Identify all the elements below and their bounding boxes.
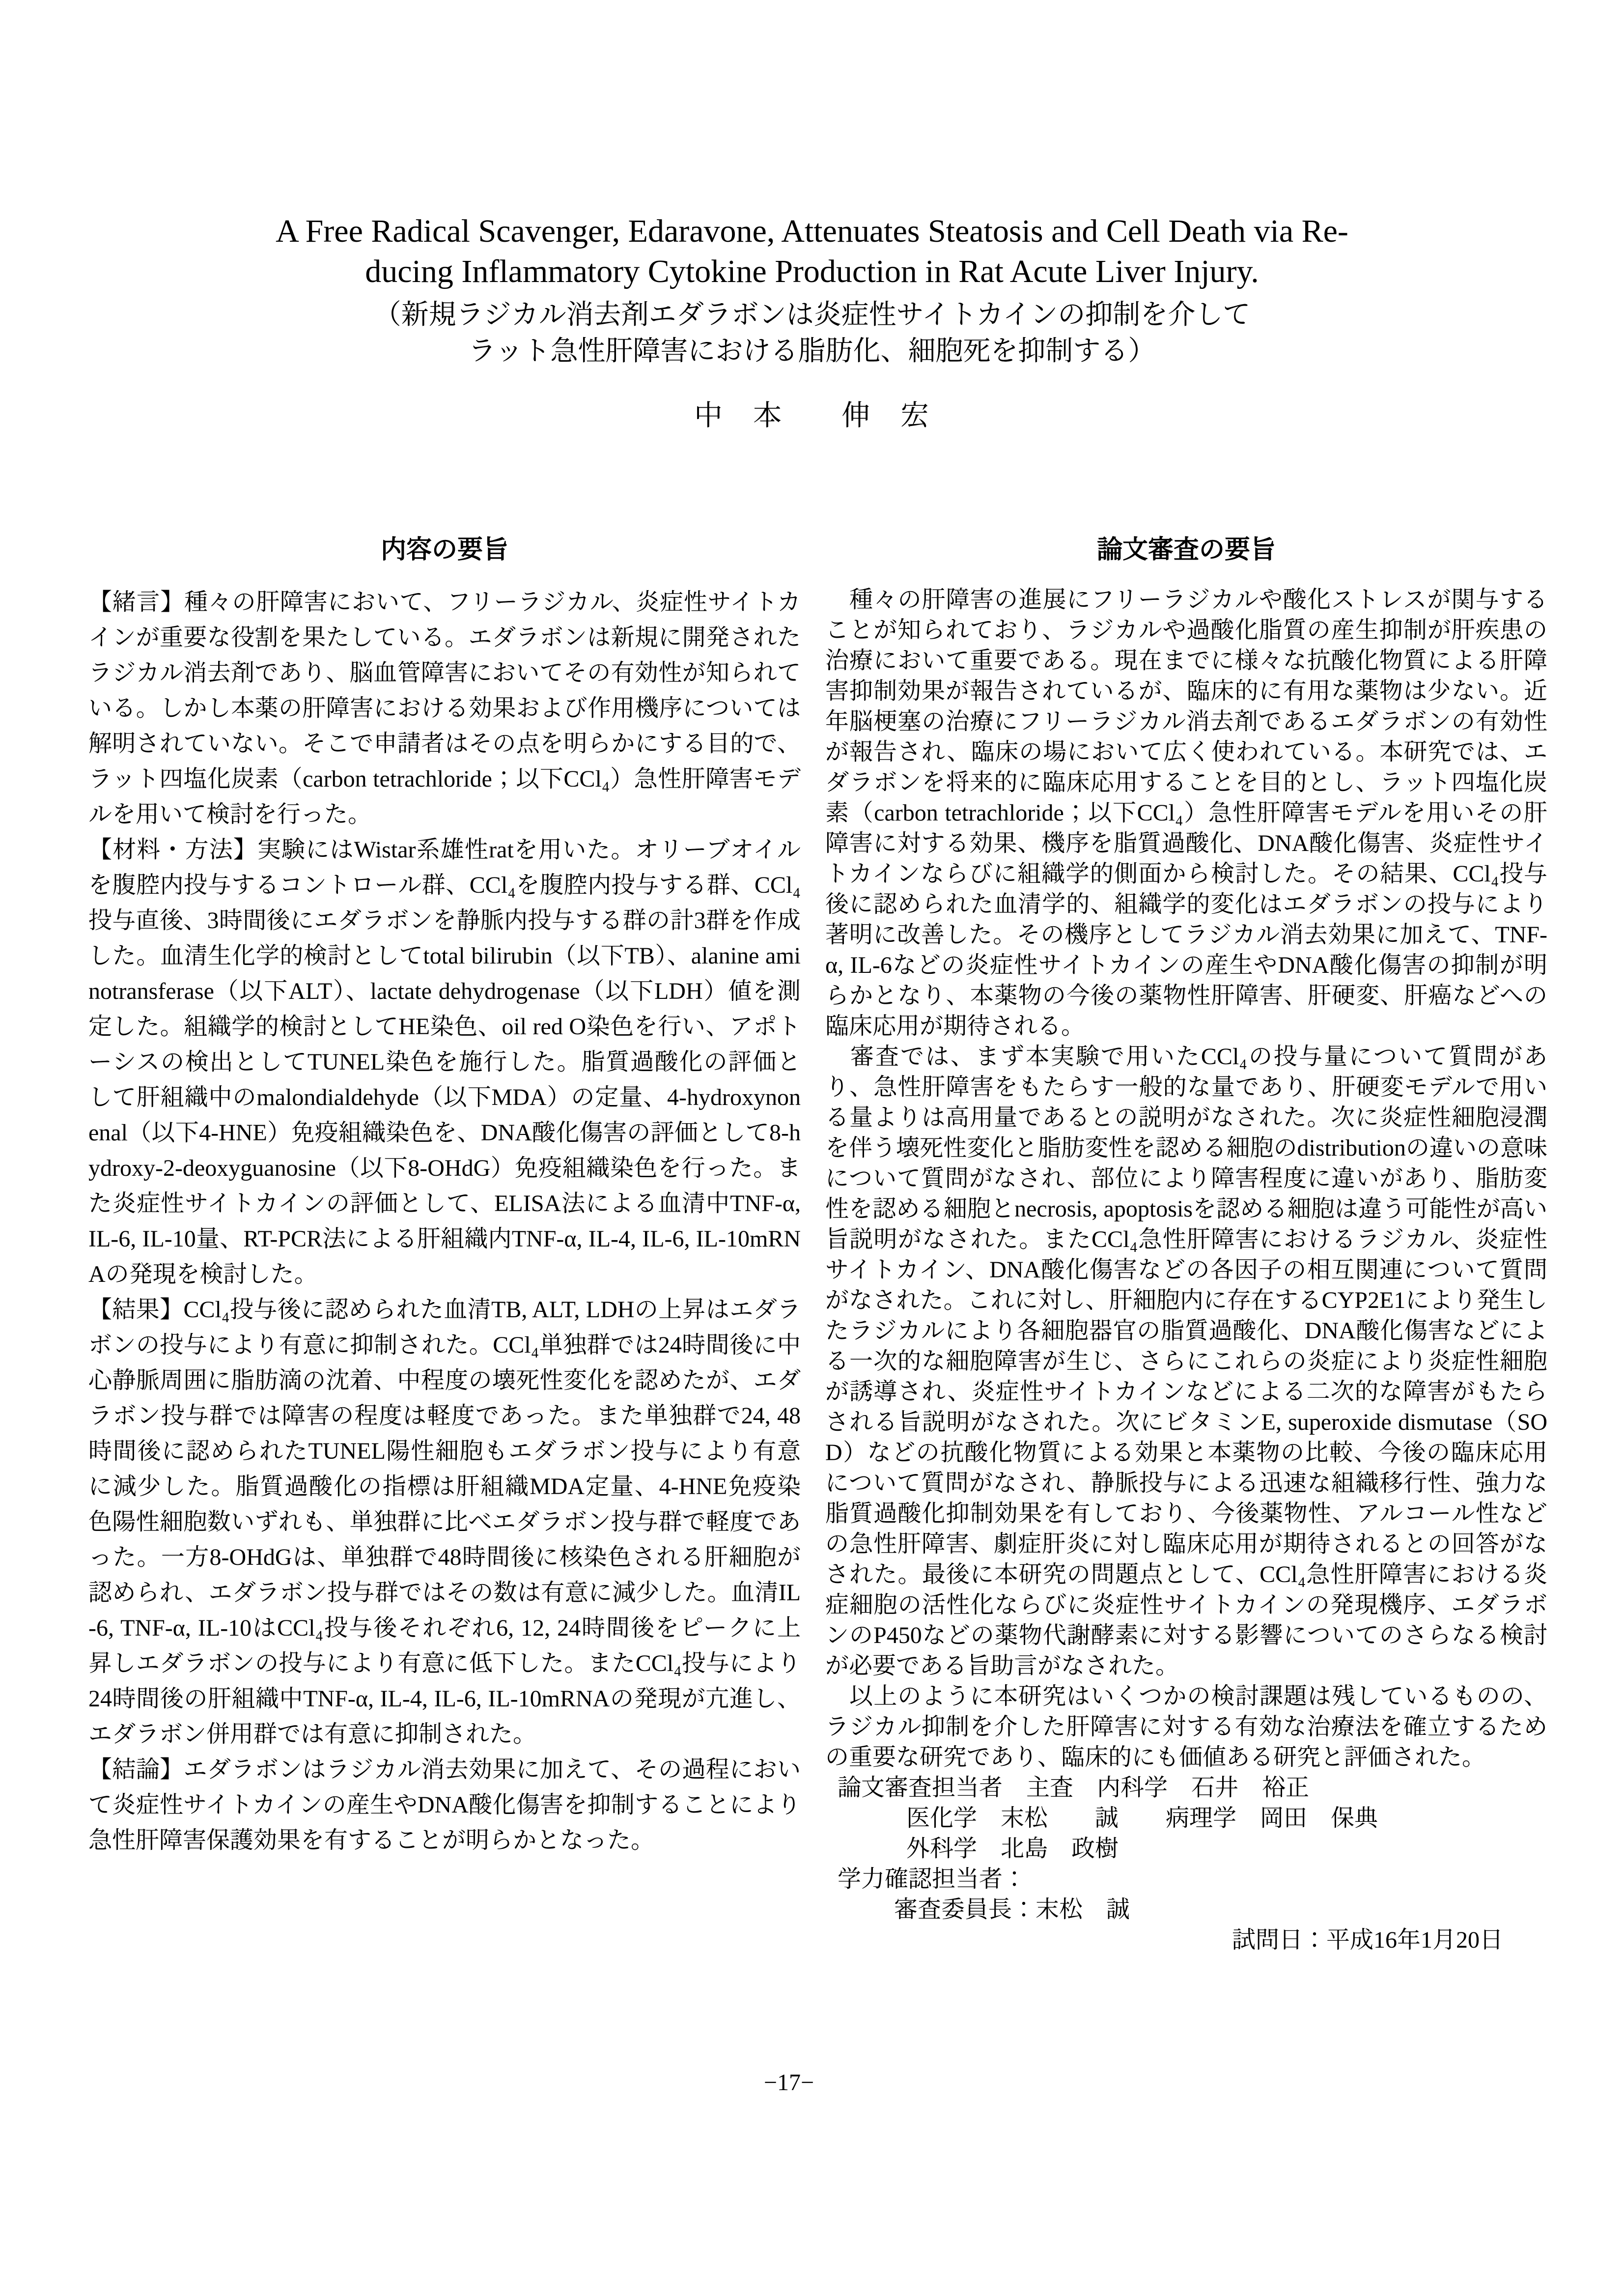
- paragraph-materials-methods: 【材料・方法】実験にはWistar系雄性ratを用いた。オリーブオイルを腹腔内投与するコントロール群、CCl₄を腹腔内投与する群、CCl₄投与直後、3時間後にエダラボンを静脈内投与する群の計3群を作成した。血清生化学的検討としてtotal bilirubin（以下TB）、alanine aminotransferase（以下ALT）、lactate dehydrogenase（以下LDH）値を測定した。組織学的検討としてHE染色、oil red O染色を行い、アポトーシスの検出としてTUNEL染色を施行した。脂質過酸化の評価として肝組織中のmalondialdehyde（以下MDA）の定量、4-hydroxynonenal（以下4-HNE）免疫組織染色を、DNA酸化傷害の評価として8-hydroxy-2-deoxyguanosine（以下8-OHdG）免疫組織染色を行った。また炎症性サイトカインの評価として、ELISA法による血清中TNF-α, IL-6, IL-10量、RT-PCR法による肝組織内TNF-α, IL-4, IL-6, IL-10mRNAの発現を検討した。: [88, 837, 801, 1287]
- page-number: −17−: [763, 2069, 814, 2096]
- academic-confirmation-label: 学力確認担当者：: [838, 1866, 1027, 1892]
- title-japanese: [0, 297, 1624, 369]
- title-english-line2: ducing Inflammatory Cytokine Production in Rat Acute Liver Injury.: [365, 254, 1259, 289]
- content-summary-text: [88, 585, 801, 1858]
- committee-chair-row: 審査委員長：末松 誠: [894, 1897, 1130, 1923]
- title-japanese-line2: ラット急性肝障害における脂肪化、細胞死を抑制する）: [468, 336, 1156, 367]
- review-summary-column: [825, 536, 1547, 1956]
- exam-date: 試問日：平成16年1月20日: [1232, 1927, 1503, 1953]
- two-column-body: [88, 536, 1547, 1956]
- review-summary-text: [825, 585, 1547, 1956]
- title-block: [0, 211, 1624, 431]
- content-summary-heading: 内容の要旨: [380, 536, 508, 564]
- examiner-chief-row: 論文審査担当者 主査 内科学 石井 裕正: [838, 1775, 1310, 1801]
- examiner-list: [825, 1773, 1547, 1925]
- title-english-line1: A Free Radical Scavenger, Edaravone, Attenuates Steatosis and Cell Death via Re-: [276, 213, 1348, 249]
- paragraph-review-evaluation: 以上のように本研究はいくつかの検討課題は残しているものの、ラジカル抑制を介した肝障害に対する有効な治療法を確立するための重要な研究であり、臨床的にも価値ある研究と評価された。: [825, 1683, 1547, 1770]
- content-summary-column: [88, 536, 801, 1956]
- examiner-row-2: 医化学 末松 誠 病理学 岡田 保典: [906, 1805, 1378, 1831]
- examiner-row-3: 外科学 北島 政樹: [906, 1836, 1119, 1862]
- paragraph-results: 【結果】CCl₄投与後に認められた血清TB, ALT, LDHの上昇はエダラボンの投与により有意に抑制された。CCl₄単独群では24時間後に中心静脈周囲に脂肪滴の沈着、中程度の壊死性変化を認めたが、エダラボン投与群では障害の程度は軽度であった。また単独群で24, 48時間後に認められたTUNEL陽性細胞もエダラボン投与により有意に減少した。脂質過酸化の指標は肝組織MDA定量、4-HNE免疫染色陽性細胞数いずれも、単独群に比べエダラボン投与群で軽度であった。一方8-OHdGは、単独群で48時間後に核染色される肝細胞が認められ、エダラボン投与群ではその数は有意に減少した。血清IL-6, TNF-α, IL-10はCCl₄投与後それぞれ6, 12, 24時間後をピークに上昇しエダラボンの投与により有意に低下した。またCCl₄投与により24時間後の肝組織中TNF-α, IL-4, IL-6, IL-10mRNAの発現が亢進し、エダラボン併用群では有意に抑制された。: [88, 1297, 801, 1747]
- paragraph-review-background: 種々の肝障害の進展にフリーラジカルや酸化ストレスが関与することが知られており、ラジカルや過酸化脂質の産生抑制が肝疾患の治療において重要である。現在までに様々な抗酸化物質による肝障害抑制効果が報告されているが、臨床的に有用な薬物は少ない。近年脳梗塞の治療にフリーラジカル消去剤であるエダラボンの有効性が報告され、臨床の場において広く使われている。本研究では、エダラボンを将来的に臨床応用することを目的とし、ラット四塩化炭素（carbon tetrachloride；以下CCl₄）急性肝障害モデルを用いその肝障害に対する効果、機序を脂質過酸化、DNA酸化傷害、炎症性サイトカインならびに組織学的側面から検討した。その結果、CCl₄投与後に認められた血清学的、組織学的変化はエダラボンの投与により著明に改善した。その機序としてラジカル消去効果に加えて、TNF-α, IL-6などの炎症性サイトカインの産生やDNA酸化傷害の抑制が明らかとなり、本薬物の今後の薬物性肝障害、肝硬変、肝癌などへの臨床応用が期待される。: [825, 587, 1547, 1039]
- review-summary-heading: 論文審査の要旨: [1096, 536, 1276, 564]
- paragraph-review-questions: 審査では、まず本実験で用いたCCl₄の投与量について質問があり、急性肝障害をもたらす一般的な量であり、肝硬変モデルで用いる量よりは高用量であるとの説明がなされた。次に炎症性細胞浸潤を伴う壊死性変化と脂肪変性を認める細胞のdistributionの違いの意味について質問がなされ、部位により障害程度に違いがあり、脂肪変性を認める細胞とnecrosis, apoptosisを認める細胞は違う可能性が高い旨説明がなされた。またCCl₄急性肝障害におけるラジカル、炎症性サイトカイン、DNA酸化傷害などの各因子の相互関連について質問がなされた。これに対し、肝細胞内に存在するCYP2E1により発生したラジカルにより各細胞器官の脂質過酸化、DNA酸化傷害などによる一次的な細胞障害が生じ、さらにこれらの炎症により炎症性細胞が誘導され、炎症性サイトカインなどによる二次的な障害がもたらされる旨説明がなされた。次にビタミンE, superoxide dismutase（SOD）などの抗酸化物質による効果と本薬物の比較、今後の臨床応用について質問がなされ、静脈投与による迅速な組織移行性、強力な脂質過酸化抑制効果を有しており、今後薬物性、アルコール性などの急性肝障害、劇症肝炎に対し臨床応用が期待されるとの回答がなされた。最後に本研究の問題点として、CCl₄急性肝障害における炎症細胞の活性化ならびに炎症性サイトカインの発現機序、エダラボンのP450などの薬物代謝酵素に対する影響についてのさらなる検討が必要である旨助言がなされた。: [825, 1044, 1547, 1679]
- paragraph-introduction: 【緒言】種々の肝障害において、フリーラジカル、炎症性サイトカインが重要な役割を果たしている。エダラボンは新規に開発されたラジカル消去剤であり、脳血管障害においてその有効性が知られている。しかし本薬の肝障害における効果および作用機序については解明されていない。そこで申請者はその点を明らかにする目的で、ラット四塩化炭素（carbon tetrachloride；以下CCl₄）急性肝障害モデルを用いて検討を行った。: [88, 589, 801, 827]
- paragraph-conclusion: 【結論】エダラボンはラジカル消去効果に加えて、その過程において炎症性サイトカインの産生やDNA酸化傷害を抑制することにより急性肝障害保護効果を有することが明らかとなった。: [88, 1757, 801, 1853]
- title-japanese-line1: （新規ラジカル消去剤エダラボンは炎症性サイトカインの抑制を介して: [373, 300, 1251, 330]
- title-english: [0, 211, 1624, 292]
- author-name: 中 本 伸 宏: [694, 399, 930, 431]
